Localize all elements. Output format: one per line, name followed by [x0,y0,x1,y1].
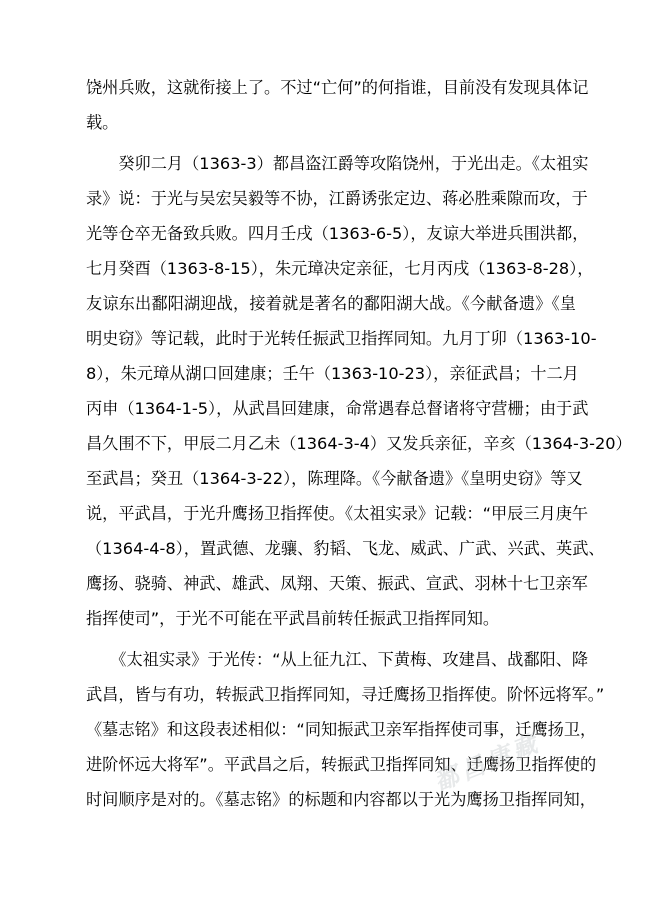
text-line: 至武昌；癸丑（1364-3-22），陈理降。《今献备遗》《皇明史窃》等又 [86,469,583,488]
watermark-text: 鄱昌康藏 [429,727,545,797]
text-line: 鹰扬、骁骑、神武、雄武、凤翔、天策、振武、宣武、羽林十七卫亲军 [86,574,588,593]
text-line: 时间顺序是对的。《墓志铭》的标题和内容都以于光为鹰扬卫指挥同知， [86,790,596,809]
text-line: （1364-4-8），置武德、龙骧、豹韬、飞龙、威武、广武、兴武、英武、 [86,539,605,558]
body-text [86,76,632,823]
text-line: 昌久围不下，甲辰二月乙未（1364-3-4）又发兵亲征，辛亥（1364-3-20） [86,434,632,453]
text-line: 丙申（1364-1-5），从武昌回建康，命常遇春总督诸将守营栅；由于武 [86,399,589,418]
text-line: 武昌，皆与有功，转振武卫指挥同知，寻迁鹰扬卫指挥使。阶怀远将军。” [86,685,605,704]
text-line: 饶州兵败，这就衔接上了。不过“亡何”的何指谁，目前没有发现具体记 [86,78,589,97]
text-line: 说，平武昌，于光升鹰扬卫指挥使。《太祖实录》记载：“甲辰三月庚午 [86,504,589,523]
text-line: 《太祖实录》于光传：“从上征九江、下黄梅、攻建昌、战鄱阳、降 [86,650,589,669]
text-line: 8），朱元璋从湖口回建康；壬午（1363-10-23），亲征武昌；十二月 [86,364,579,383]
text-line: 进阶怀远大将军”。平武昌之后，转振武卫指挥同知、迁鹰扬卫指挥使的 [86,755,597,774]
text-line: 载。 [86,113,119,132]
text-line: 《墓志铭》和这段表述相似：“同知振武卫亲军指挥使司事，迁鹰扬卫， [86,720,597,739]
text-line: 指挥使司”，于光不可能在平武昌前转任振武卫指挥同知。 [86,609,500,628]
text-line: 癸卯二月（1363-3）都昌盗江爵等攻陷饶州，于光出走。《太祖实 [86,154,589,173]
text-line: 录》说：于光与吴宏吴毅等不协，江爵诱张定边、蒋必胜乘隙而攻，于 [86,189,588,208]
text-line: 光等仓卒无备致兵败。四月壬戌（1363-6-5），友谅大举进兵围洪都， [86,224,589,243]
text-line: 明史窃》等记载，此时于光转任振武卫指挥同知。九月丁卯（1363-10- [86,329,597,348]
text-line: 友谅东出鄱阳湖迎战，接着就是著名的鄱阳湖大战。《今献备遗》《皇 [86,294,576,313]
text-line: 七月癸酉（1363-8-15），朱元璋决定亲征，七月丙戌（1363-8-28）， [86,259,594,278]
